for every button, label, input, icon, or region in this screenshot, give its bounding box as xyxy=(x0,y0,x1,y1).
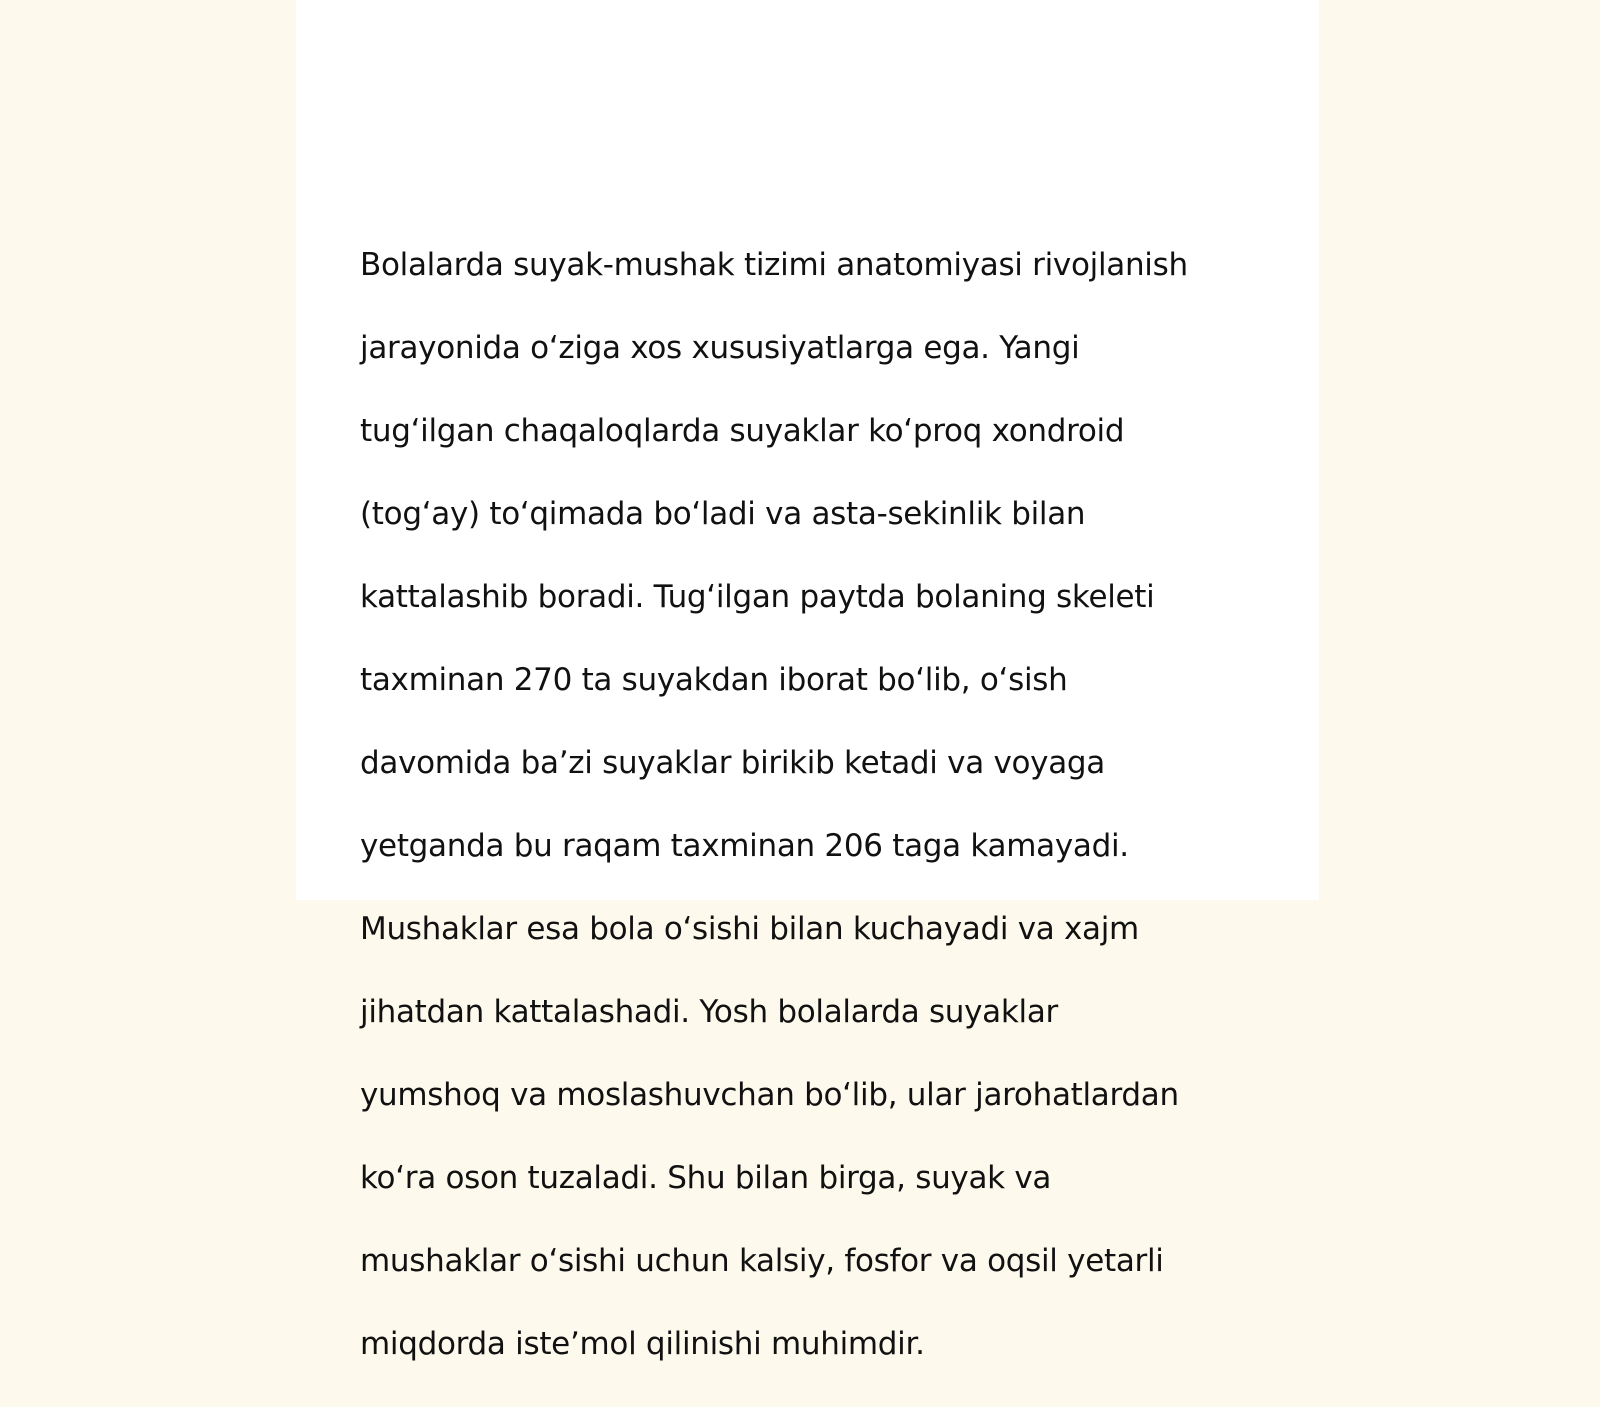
paragraph-line: yetganda bu raqam taxminan 206 taga kamayadi. xyxy=(360,827,1129,864)
paragraph-line: miqdorda iste’mol qilinishi muhimdir. xyxy=(360,1325,925,1362)
paragraph-line: davomida ba’zi suyaklar birikib ketadi va voyaga xyxy=(360,744,1105,781)
paragraph-line: (tog‘ay) to‘qimada bo‘ladi va asta-sekinlik bilan xyxy=(360,495,1086,532)
paragraph-line: kattalashib boradi. Tug‘ilgan paytda bolaning skeleti xyxy=(360,578,1155,615)
paragraph-line: Bolalarda suyak-mushak tizimi anatomiyasi rivojlanish xyxy=(360,246,1188,283)
body-paragraph xyxy=(360,203,1260,1407)
paragraph-line: tug‘ilgan chaqaloqlarda suyaklar ko‘proq xondroid xyxy=(360,412,1125,449)
paragraph-line: mushaklar o‘sishi uchun kalsiy, fosfor va oqsil yetarli xyxy=(360,1242,1164,1279)
paragraph-line: yumshoq va moslashuvchan bo‘lib, ular jarohatlardan xyxy=(360,1076,1179,1113)
content-panel xyxy=(296,0,1319,1362)
paragraph-line: ko‘ra oson tuzaladi. Shu bilan birga, suyak va xyxy=(360,1159,1052,1196)
paragraph-line: taxminan 270 ta suyakdan iborat bo‘lib, o‘sish xyxy=(360,661,1068,698)
paragraph-line: Mushaklar esa bola o‘sishi bilan kuchayadi va xajm xyxy=(360,910,1139,947)
paragraph-line: jarayonida o‘ziga xos xususiyatlarga ega. Yangi xyxy=(360,329,1080,366)
paragraph-line: jihatdan kattalashadi. Yosh bolalarda suyaklar xyxy=(360,993,1058,1030)
